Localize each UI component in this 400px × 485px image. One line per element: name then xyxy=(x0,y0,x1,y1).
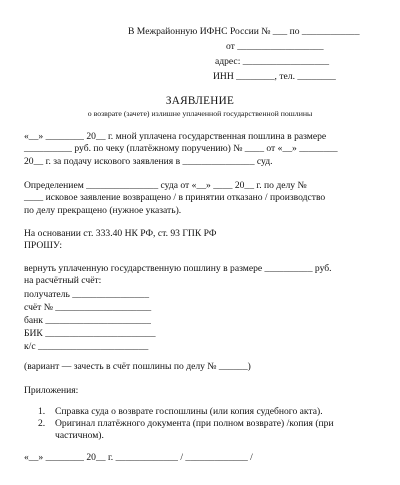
sender-line: от __________________ xyxy=(226,41,324,52)
para1-line2: __________ руб. по чеку (платёжному поручению) № ____ от «__» ________ xyxy=(24,143,338,154)
bik-field: БИК _______________________ xyxy=(24,328,156,339)
variant-note: (вариант — зачесть в счёт пошлины по делу № ______) xyxy=(24,361,251,372)
attachments-label: Приложения: xyxy=(24,385,79,396)
para2-line3: по делу прекращено (нужное указать). xyxy=(24,205,182,216)
attachment-text: Справка суда о возврате госпошлины (или копия судебного акта). xyxy=(55,406,323,417)
account-field: счёт № ____________________ xyxy=(24,302,152,313)
attachment-number: 2. xyxy=(38,418,46,429)
recipient-line: В Межрайонную ИФНС России № ___ по ____________ xyxy=(128,26,360,37)
document-subtitle: о возврате (зачете) излишне уплаченной государственной пошлины xyxy=(87,109,313,118)
inn-phone-line: ИНН ________, тел. ________ xyxy=(213,71,336,82)
para2-line2: ____ исковое заявление возвращено / в принятии отказано / производство xyxy=(24,192,326,203)
para1-line1: «__» ________ 20__ г. мной уплачена государственная пошлина в размере xyxy=(24,131,327,142)
recipient-field: получатель ________________ xyxy=(24,289,149,300)
attachment-number: 1. xyxy=(38,406,46,417)
address-line: адрес: __________________ xyxy=(215,56,330,67)
corr-account-field: к/с _______________________ xyxy=(24,341,149,352)
bank-field: банк ______________________ xyxy=(24,315,151,326)
request-line1: вернуть уплаченную государственную пошлину в размере __________ руб. xyxy=(24,263,332,274)
para1-line3: 20__ г. за подачу искового заявления в _______________ суд. xyxy=(24,156,273,167)
request-line2: на расчётный счёт: xyxy=(24,275,102,286)
attachment-text: Оригинал платёжного документа (при полном возврате) /копия (при xyxy=(55,418,334,429)
attachment-text-cont: частичном). xyxy=(55,430,104,441)
para2-line1: Определением _______________ суда от «__» ____ 20__ г. по делу № xyxy=(24,180,307,191)
document-title: ЗАЯВЛЕНИЕ xyxy=(165,95,235,107)
request-heading: ПРОШУ: xyxy=(24,240,63,251)
signature-line: «__» ________ 20__ г. _____________ / _____________ / xyxy=(24,452,253,463)
legal-basis: На основании ст. 333.40 НК РФ, ст. 93 ГПК РФ xyxy=(24,228,217,239)
